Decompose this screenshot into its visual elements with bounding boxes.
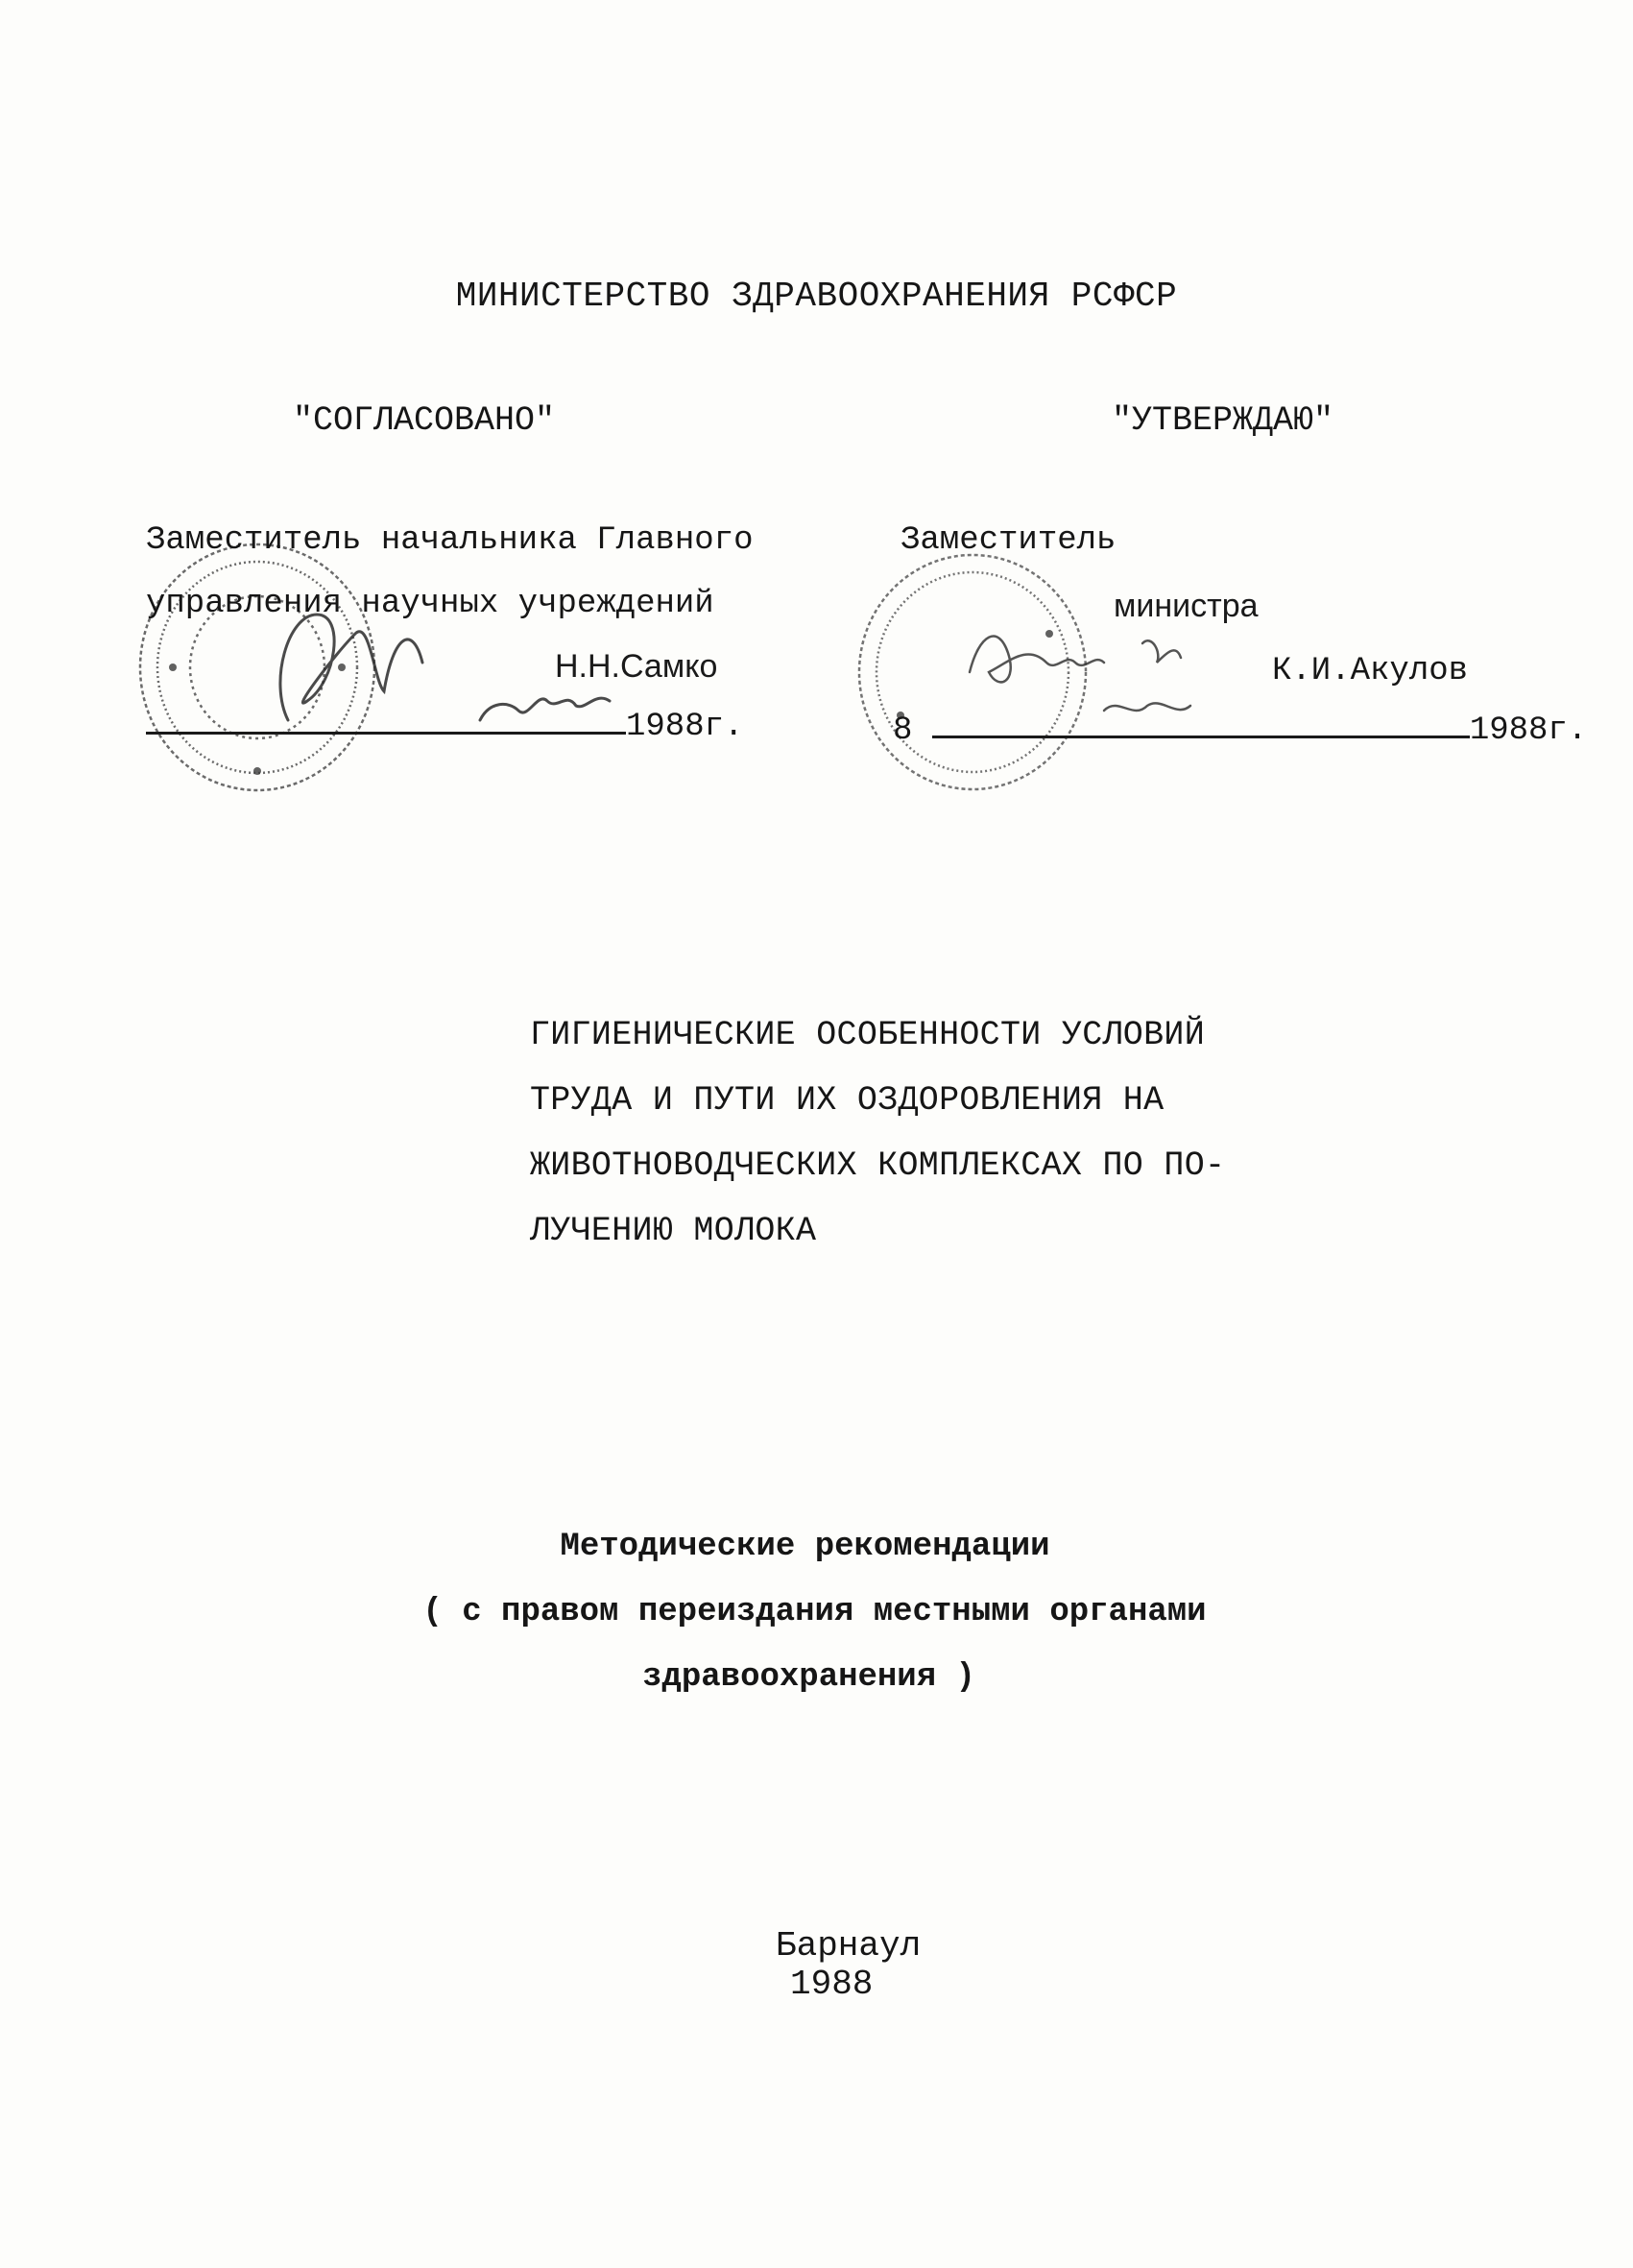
left-approver-title-line1: Заместитель начальника Главного xyxy=(146,522,754,559)
right-approver-title-line1: Заместитель xyxy=(901,522,1117,559)
ministry-header: МИНИСТЕРСТВО ЗДРАВООХРАНЕНИЯ РСФСР xyxy=(455,277,1178,316)
document-title-line2: ТРУДА И ПУТИ ИХ ОЗДОРОВЛЕНИЯ НА xyxy=(530,1081,1165,1120)
subtitle-line1: Методические рекомендации xyxy=(560,1529,1050,1565)
left-approval-date xyxy=(146,709,743,745)
left-date-line xyxy=(146,726,626,735)
publication-year: 1988 xyxy=(790,1965,874,2004)
document-title-line4: ЛУЧЕНИЮ МОЛОКА xyxy=(530,1212,817,1250)
document-title-line3: ЖИВОТНОВОДЧЕСКИХ КОМПЛЕКСАХ ПО ПО- xyxy=(530,1146,1226,1185)
left-approver-name: Н.Н.Самко xyxy=(555,648,718,685)
right-approver-name: К.И.Акулов xyxy=(1272,653,1469,689)
right-date-line xyxy=(932,730,1470,738)
left-approver-title-line2: управления научных учреждений xyxy=(146,586,714,622)
right-approver-title-line2: министра xyxy=(1114,588,1259,624)
right-date-year: 1988г. xyxy=(1469,712,1588,749)
approved-label: "УТВЕРЖДАЮ" xyxy=(1112,401,1334,440)
subtitle-line3: здравоохранения ) xyxy=(642,1659,975,1696)
publication-city: Барнаул xyxy=(776,1926,922,1966)
document-title-line1: ГИГИЕНИЧЕСКИЕ ОСОБЕННОСТИ УСЛОВИЙ xyxy=(530,1016,1206,1054)
right-approval-date xyxy=(893,712,1587,749)
subtitle-line2: ( с правом переиздания местными органами xyxy=(422,1594,1207,1630)
left-date-year: 1988г. xyxy=(626,709,744,745)
right-date-day: 8 xyxy=(893,712,913,749)
agreed-label: "СОГЛАСОВАНО" xyxy=(293,401,556,440)
